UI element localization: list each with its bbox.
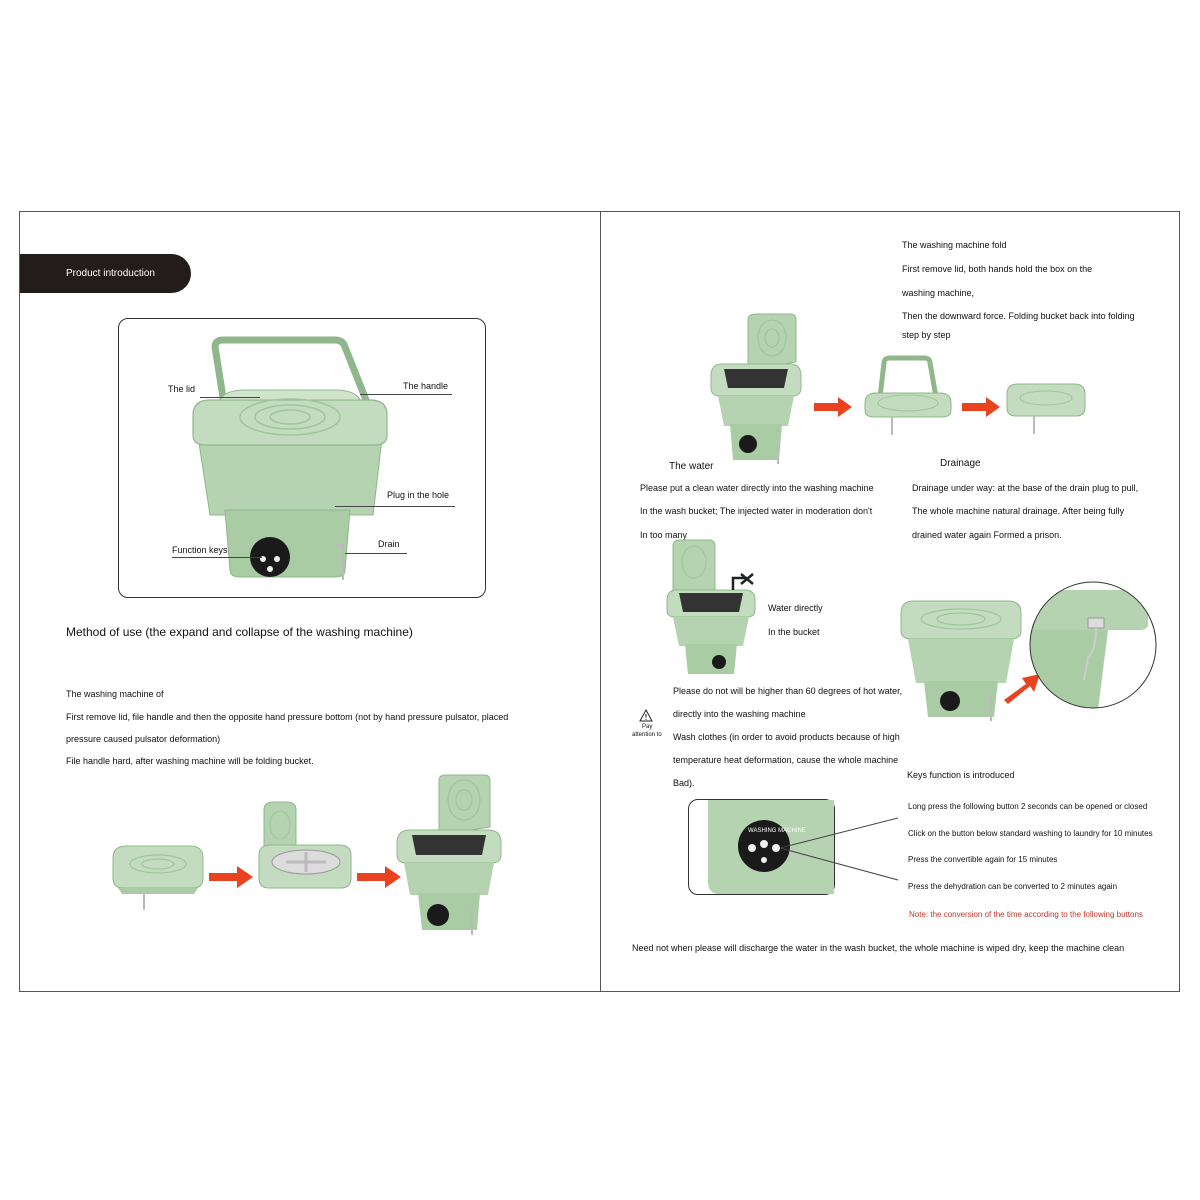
keys-heading: Keys function is introduced	[907, 770, 1015, 780]
water-heading: The water	[669, 461, 714, 472]
fold-line-3: Then the downward force. Folding bucket back into folding	[902, 311, 1135, 321]
drainage-heading: Drainage	[940, 458, 981, 469]
callout-plug-line	[335, 506, 455, 507]
callout-plug: Plug in the hole	[387, 490, 450, 500]
expand-line-2: pressure caused pulsator deformation)	[66, 734, 221, 744]
callout-function-keys-line	[172, 557, 262, 558]
keys-note: Note: the conversion of the time according to the following buttons	[909, 910, 1143, 919]
callout-drain-line	[345, 553, 407, 554]
footer-note: Need not when please will discharge the water in the wash bucket, the whole machine is wiped dry, keep the machine clean	[632, 943, 1125, 953]
water-directly-2: In the bucket	[768, 627, 820, 637]
fold-step-folded	[1004, 380, 1088, 442]
expand-step-folded	[108, 838, 208, 918]
warning-icon	[640, 710, 652, 721]
water-directly-1: Water directly	[768, 603, 823, 613]
page-divider	[600, 211, 601, 992]
expand-step-open-lid	[256, 800, 354, 900]
product-introduction-tab	[20, 254, 191, 293]
water-filling-illustration	[665, 540, 765, 678]
tab-label: Product introduction	[66, 268, 155, 279]
water-line-1: Please put a clean water directly into the washing machine	[640, 483, 874, 493]
expand-arrow-1	[209, 866, 253, 888]
callout-handle: The handle	[403, 381, 449, 391]
key-3: Press the convertible again for 15 minutes	[908, 855, 1058, 864]
expand-step-expanded	[394, 775, 504, 940]
fold-step-handle	[862, 355, 954, 445]
fold-line-1: First remove lid, both hands hold the box on the	[902, 264, 1093, 274]
expand-line-3: File handle hard, after washing machine will be folding bucket.	[66, 756, 314, 766]
drainage-line-2: The whole machine natural drainage. After being fully	[912, 506, 1125, 516]
pay-attention-1: Pay	[642, 724, 653, 730]
key-2: Click on the button below standard washing to laundry for 10 minutes	[908, 829, 1153, 838]
water-line-2: In the wash bucket; The injected water in moderation don't	[640, 506, 873, 516]
fold-step-open	[708, 314, 803, 466]
callout-lid: The lid	[168, 384, 196, 394]
callout-lid-line	[200, 397, 260, 398]
water-line-3: In too many	[640, 530, 688, 540]
fold-title: The washing machine fold	[902, 240, 1007, 250]
fold-arrow-1	[814, 397, 852, 417]
fold-line-2: washing machine,	[902, 288, 975, 298]
key-1: Long press the following button 2 seconds can be opened or closed	[908, 802, 1148, 811]
expand-line-1: First remove lid, file handle and then the opposite hand pressure bottom (not by hand pressure pulsator, placed	[66, 712, 509, 722]
warn-line-3: Wash clothes (in order to avoid products because of high	[673, 732, 900, 742]
expand-title: The washing machine of	[66, 689, 164, 699]
drain-zoom-circle	[1028, 580, 1158, 710]
callout-function-keys: Function keys	[172, 545, 228, 555]
drainage-line-3: drained water again Formed a prison.	[912, 530, 1062, 540]
warn-line-4: temperature heat deformation, cause the whole machine	[673, 755, 899, 765]
warn-line-2: directly into the washing machine	[673, 709, 806, 719]
fold-arrow-2	[962, 397, 1000, 417]
callout-handle-line	[360, 394, 452, 395]
warn-line-5: Bad).	[673, 778, 695, 788]
drainage-line-1: Drainage under way: at the base of the drain plug to pull,	[912, 483, 1139, 493]
keys-callout-lines	[780, 810, 905, 885]
callout-drain: Drain	[378, 539, 400, 549]
panel-label: WASHING MACHINE	[748, 828, 806, 834]
key-4: Press the dehydration can be converted to 2 minutes again	[908, 882, 1118, 891]
pay-attention-2: attention to	[632, 732, 662, 738]
warn-line-1: Please do not will be higher than 60 degrees of hot water,	[673, 686, 903, 696]
method-heading: Method of use (the expand and collapse of the washing machine)	[66, 625, 413, 639]
fold-line-4: step by step	[902, 330, 951, 340]
